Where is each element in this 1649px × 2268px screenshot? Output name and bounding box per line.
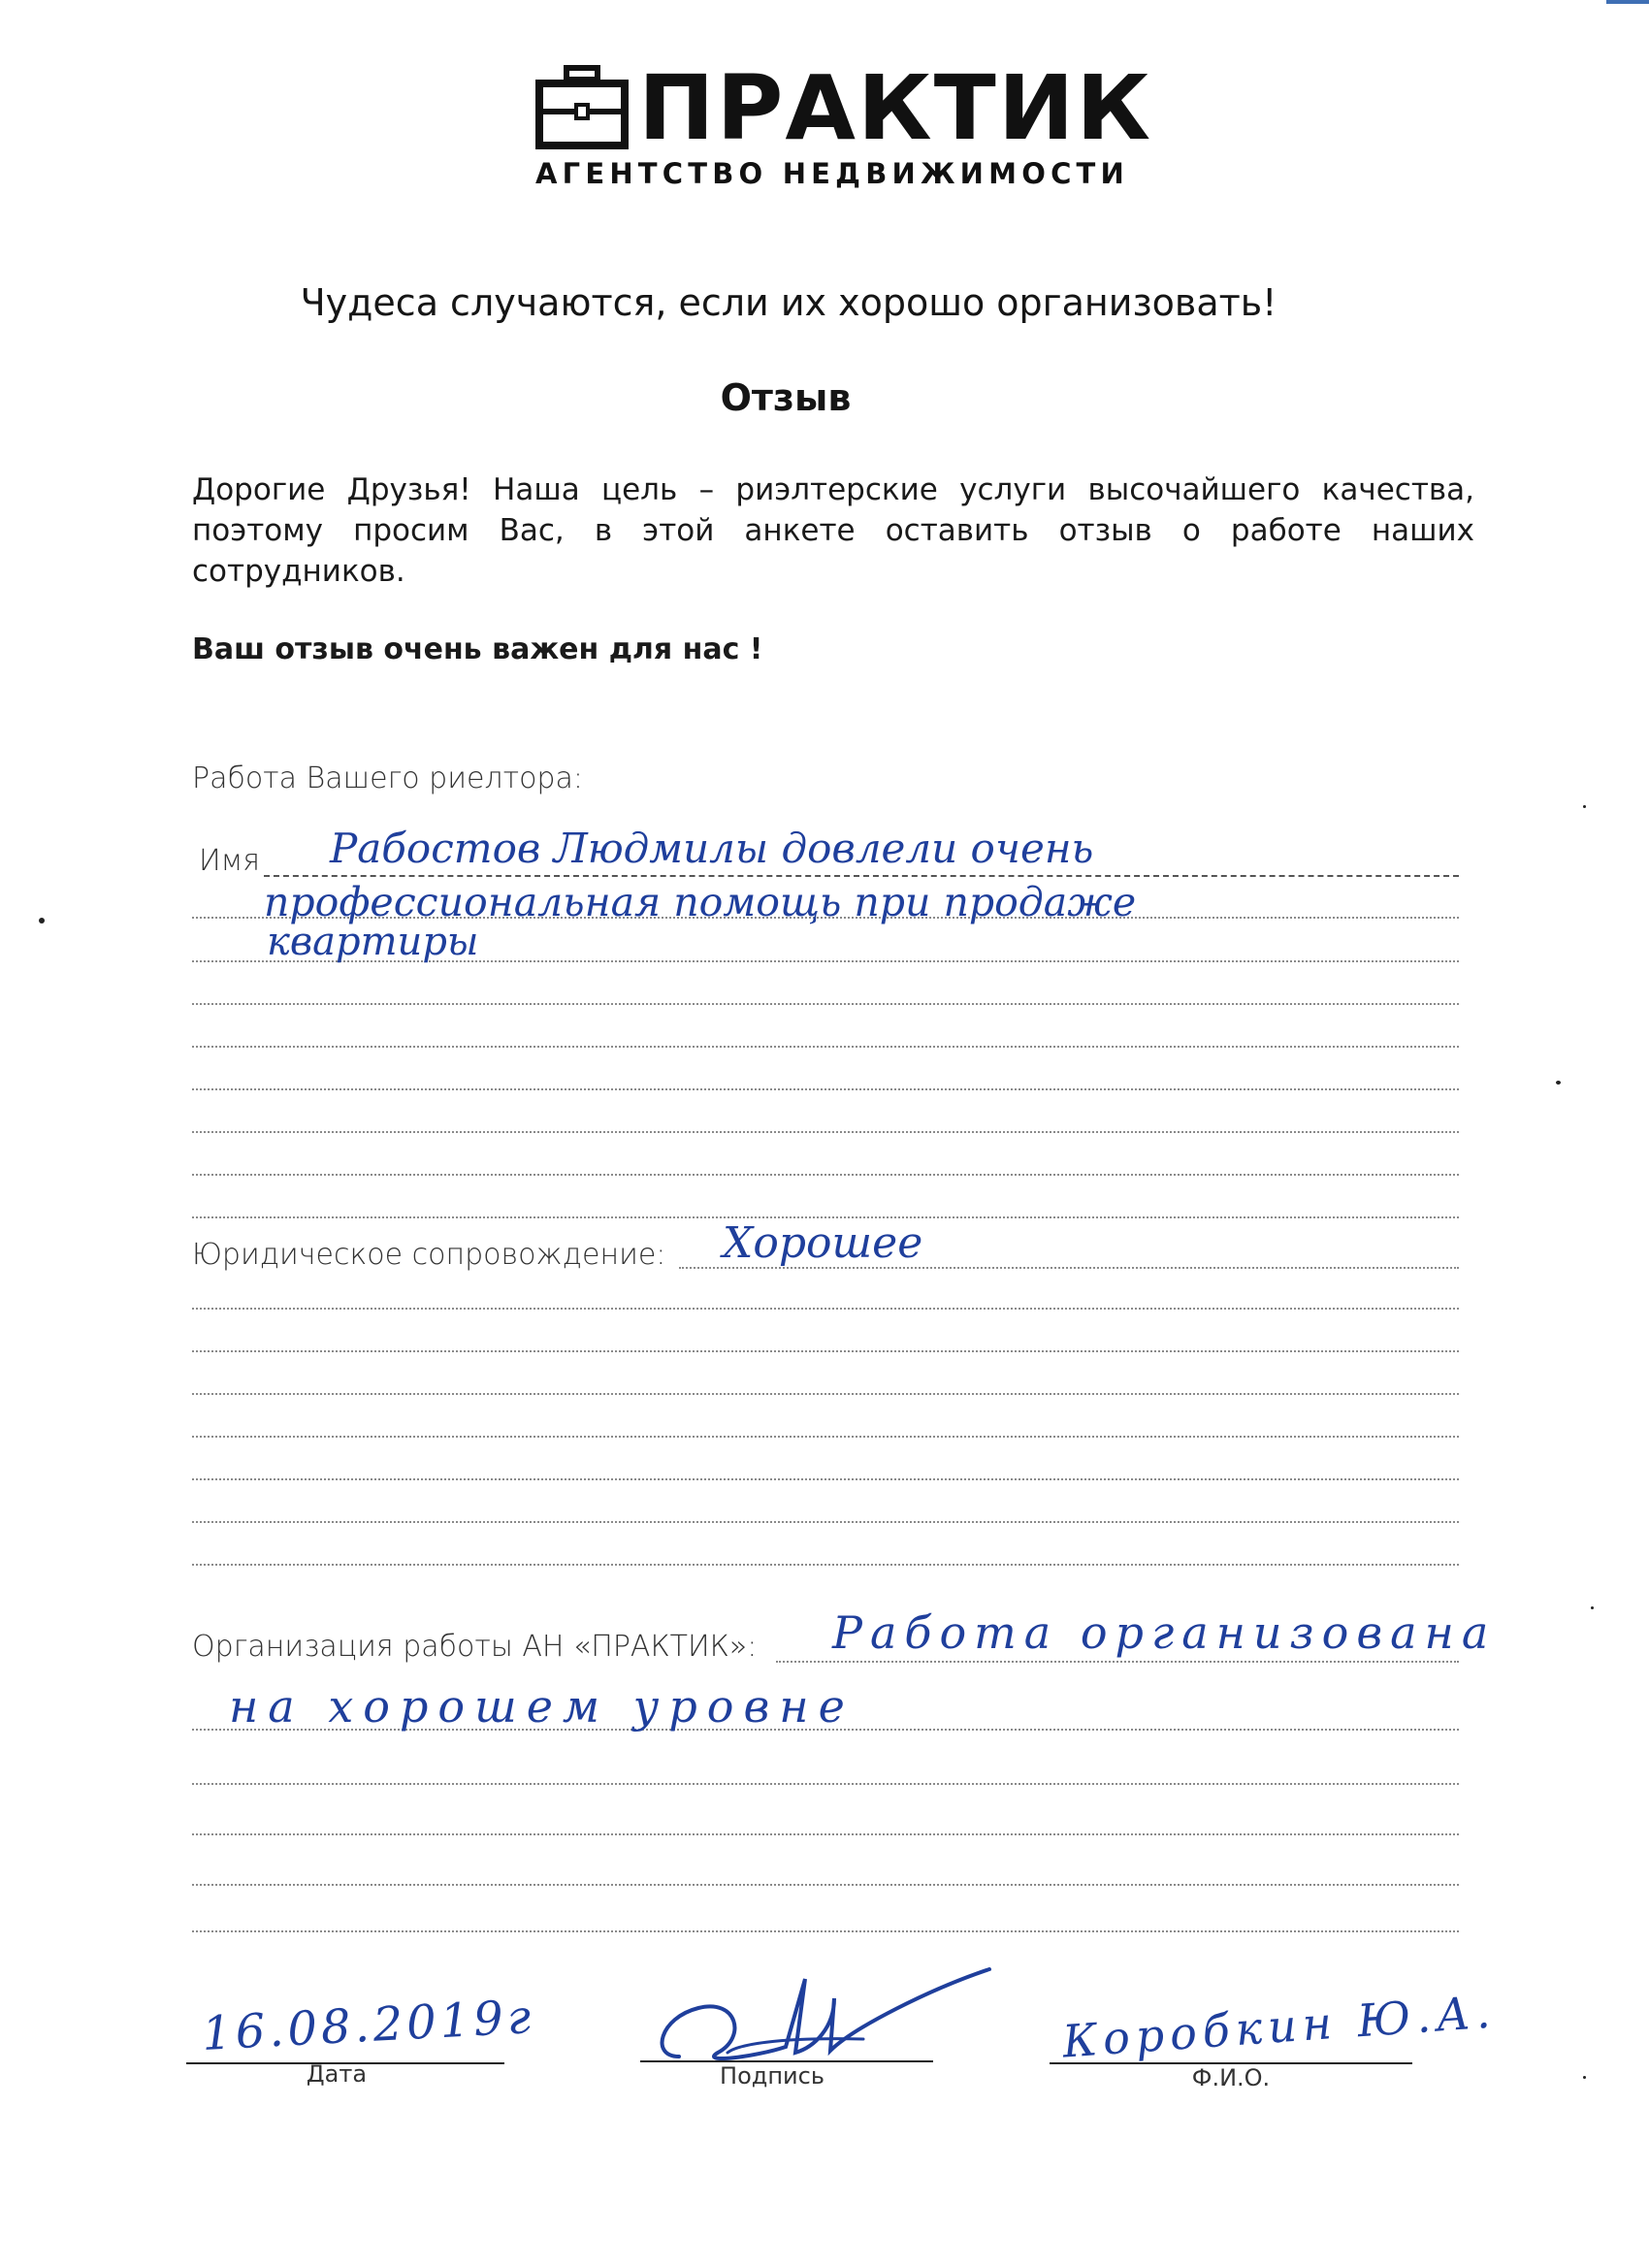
signature-caption: Подпись — [720, 2062, 824, 2090]
scan-speck — [1583, 2076, 1586, 2079]
logo-subtitle: АГЕНТСТВО НЕДВИЖИМОСТИ — [535, 157, 1130, 190]
intro-line: Дорогие Друзья! Наша цель – риэлтерские услуги высочайшего качества, — [192, 472, 1474, 507]
name-label: Имя — [199, 844, 261, 878]
scan-speck — [1583, 805, 1586, 808]
organization-answer-line: на хорошем уровне — [229, 1680, 855, 1733]
answer-line[interactable] — [192, 1131, 1459, 1133]
answer-line[interactable] — [192, 1564, 1459, 1566]
important-note: Ваш отзыв очень важен для нас ! — [192, 632, 763, 666]
realtor-answer-line: Рабостов Людмилы довлели очень — [330, 825, 1094, 872]
intro-paragraph — [192, 470, 1474, 592]
answer-line[interactable] — [192, 1350, 1459, 1352]
legal-label: Юридическое сопровождение: — [192, 1238, 666, 1272]
signature-mark — [640, 1960, 1009, 2076]
date-value: 16.08.2019г — [200, 1990, 536, 2061]
answer-line[interactable] — [192, 1046, 1459, 1048]
fio-value: Коробкин Ю.А. — [1060, 1985, 1498, 2068]
date-caption: Дата — [306, 2060, 368, 2088]
briefcase-icon — [532, 64, 632, 153]
logo-name: ПРАКТИК — [638, 56, 1153, 160]
organization-answer-line: Работа организована — [832, 1606, 1497, 1659]
organization-label: Организация работы АН «ПРАКТИК»: — [192, 1630, 758, 1664]
answer-line[interactable] — [192, 1003, 1459, 1005]
corner-mark — [1606, 0, 1649, 4]
realtor-section-label: Работа Вашего риелтора: — [192, 761, 583, 795]
scan-speck — [39, 918, 45, 923]
answer-line[interactable] — [192, 1308, 1459, 1310]
realtor-answer-line: квартиры — [267, 920, 479, 964]
intro-line: поэтому просим Вас, в этой анкете оставить отзыв о работе наших — [192, 513, 1474, 548]
answer-line[interactable] — [192, 1833, 1459, 1835]
name-field-line[interactable] — [264, 875, 1459, 877]
answer-line[interactable] — [192, 1521, 1459, 1523]
scan-speck — [1556, 1081, 1561, 1085]
page-title: Отзыв — [720, 376, 852, 419]
organization-field-line[interactable] — [776, 1661, 1459, 1663]
fio-caption: Ф.И.О. — [1191, 2064, 1271, 2091]
scan-speck — [1591, 1606, 1594, 1609]
answer-line[interactable] — [192, 1930, 1459, 1932]
answer-line[interactable] — [192, 1783, 1459, 1785]
company-logo — [532, 56, 1153, 190]
slogan: Чудеса случаются, если их хорошо организовать! — [300, 281, 1277, 324]
legal-answer: Хорошее — [723, 1218, 923, 1268]
answer-line[interactable] — [192, 1393, 1459, 1395]
intro-line: сотрудников. — [192, 554, 405, 589]
answer-line[interactable] — [192, 1088, 1459, 1090]
realtor-answer-line: профессиональная помощь при продаже — [264, 879, 1137, 925]
answer-line[interactable] — [192, 1436, 1459, 1438]
answer-line[interactable] — [192, 1884, 1459, 1886]
answer-line[interactable] — [192, 1174, 1459, 1176]
answer-line[interactable] — [192, 1478, 1459, 1480]
